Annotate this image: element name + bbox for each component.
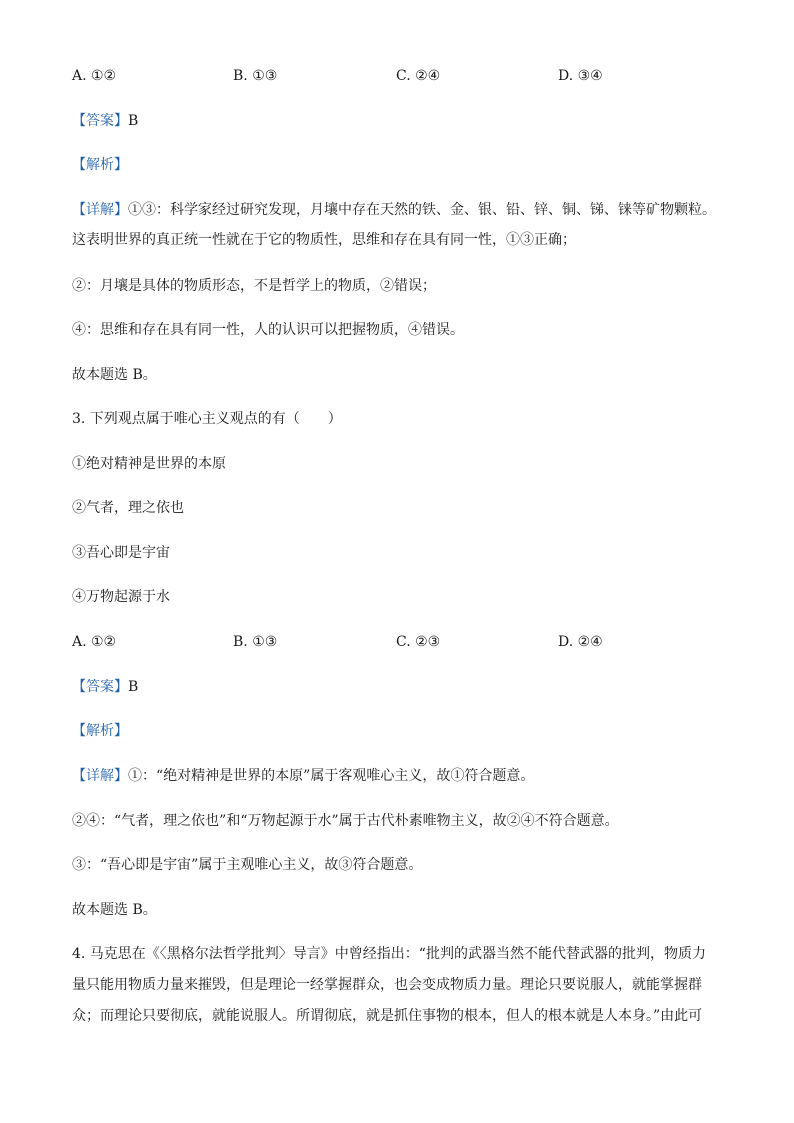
q2-conclusion: 故本题选 B。	[72, 367, 157, 383]
answer-value: B	[128, 113, 139, 129]
q2-option-b: B. ①③	[233, 68, 278, 84]
q3-stem: 3. 下列观点属于唯心主义观点的有（ ）	[72, 411, 342, 427]
q3-detail-line1	[72, 766, 534, 786]
q2-analysis-tag: 【解析】	[72, 157, 128, 173]
q2-option-a: A. ①②	[72, 68, 117, 84]
q3-detail-line2: ②④：“气者，理之依也”和“万物起源于水”属于古代朴素唯物主义，故②④不符合题意。	[72, 813, 619, 829]
answer-tag: 【答案】	[72, 679, 128, 695]
q3-item-3: ③吾心即是宇宙	[72, 545, 170, 561]
q2-detail-line4: ④：思维和存在具有同一性，人的认识可以把握物质，④错误。	[72, 322, 464, 338]
q3-answer	[72, 677, 138, 697]
q3-option-a: A. ①②	[72, 634, 117, 650]
q4-line3: 众；而理论只要彻底，就能说服人。所谓彻底，就是抓住事物的根本，但人的根本就是人本身。”由此可	[72, 1008, 703, 1024]
q2-answer	[72, 111, 138, 131]
q2-detail-line3: ②：月壤是具体的物质形态，不是哲学上的物质，②错误；	[72, 278, 436, 294]
q3-option-d: D. ②④	[558, 634, 603, 650]
answer-value: B	[128, 679, 139, 695]
q3-item-2: ②气者，理之依也	[72, 500, 184, 516]
q2-option-d: D. ③④	[558, 68, 603, 84]
detail-tag: 【详解】	[72, 768, 128, 784]
detail-tag: 【详解】	[72, 202, 128, 218]
q2-detail-line2: 这表明世界的真正统一性就在于它的物质性，思维和存在具有同一性，①③正确；	[72, 232, 576, 248]
answer-tag: 【答案】	[72, 113, 128, 129]
q2-option-c: C. ②④	[396, 68, 441, 84]
detail-text: ①③：科学家经过研究发现，月壤中存在天然的铁、金、银、铅、锌、铜、锑、铼等矿物颗粒。	[128, 202, 716, 218]
q3-option-b: B. ①③	[233, 634, 278, 650]
q3-detail-line3: ③：“吾心即是宇宙”属于主观唯心主义，故③符合题意。	[72, 857, 423, 873]
q2-detail-line1	[72, 200, 716, 220]
detail-text: ①：“绝对精神是世界的本原”属于客观唯心主义，故①符合题意。	[128, 768, 535, 784]
q3-option-c: C. ②③	[396, 634, 441, 650]
q3-conclusion: 故本题选 B。	[72, 902, 157, 918]
q4-line2: 量只能用物质力量来摧毁，但是理论一经掌握群众，也会变成物质力量。理论只要说服人，就能掌握群	[72, 977, 702, 993]
q4-line1: 4. 马克思在《〈黑格尔法哲学批判〉导言》中曾经指出：“批判的武器当然不能代替武器的批判，物质力	[72, 946, 706, 962]
q3-item-4: ④万物起源于水	[72, 589, 170, 605]
q3-analysis-tag: 【解析】	[72, 723, 128, 739]
q3-item-1: ①绝对精神是世界的本原	[72, 456, 226, 472]
